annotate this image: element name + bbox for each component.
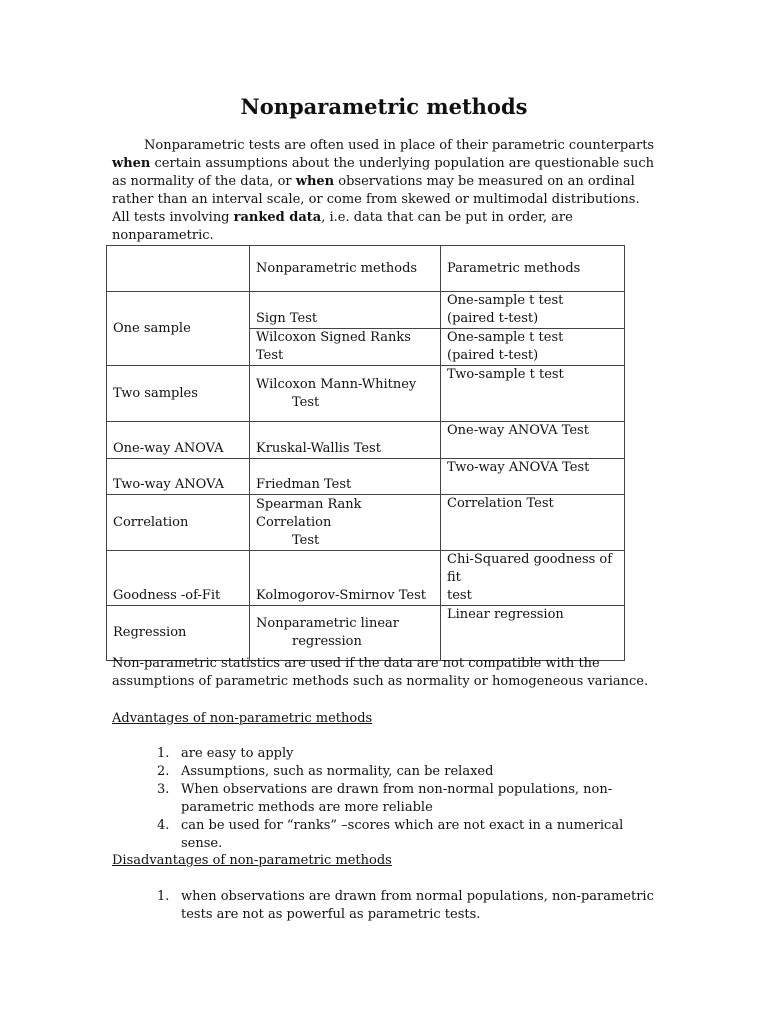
- row-label-correlation: Correlation: [107, 495, 250, 551]
- cell-friedman: Friedman Test: [250, 459, 441, 495]
- table-header-row: [107, 246, 625, 292]
- list-item: [157, 817, 657, 853]
- intro-bold-when-2: when: [295, 174, 335, 189]
- list-number: 3.: [157, 782, 170, 797]
- header-cell-nonparametric: Nonparametric methods: [250, 246, 441, 292]
- after-table-paragraph: Non-parametric statistics are used if the data are not compatible with the assumptions of parametric methods such as normality or homogeneous variance.: [112, 656, 649, 689]
- disadvantages-heading: Disadvantages of non-parametric methods: [112, 853, 392, 868]
- disadvantages-list: [157, 888, 657, 924]
- methods-table: [106, 245, 625, 661]
- list-item: [157, 781, 657, 817]
- list-text: can be used for “ranks” –scores which are not exact in a numerical sense.: [181, 818, 624, 851]
- intro-text-1: Nonparametric tests are often used in place of their parametric counterparts: [144, 138, 655, 153]
- cell-line: test: [447, 588, 472, 603]
- cell-nonparametric-regression: [250, 606, 441, 661]
- cell-line: One-sample t test: [447, 293, 564, 308]
- header-cell-empty: [107, 246, 250, 292]
- row-label-two-way-anova: Two-way ANOVA: [107, 459, 250, 495]
- intro-bold-ranked-data: ranked data: [233, 210, 322, 225]
- cell-spearman: [250, 495, 441, 551]
- table-row-two-samples: [107, 366, 625, 422]
- cell-kolmogorov-smirnov: Kolmogorov-Smirnov Test: [250, 551, 441, 606]
- cell-kruskal-wallis: Kruskal-Wallis Test: [250, 422, 441, 459]
- table-row-two-way-anova: [107, 459, 625, 495]
- intro-text-2: certain assumptions about the underlying population are questionable such as normality of the data, or: [112, 156, 654, 189]
- cell-line: (paired t-test): [447, 311, 539, 326]
- list-number: 1.: [157, 889, 170, 904]
- intro-bold-when-1: when: [112, 156, 151, 171]
- cell-line: Spearman Rank Correlation: [256, 496, 362, 530]
- intro-text-3: observations may be measured on an ordinal rather than an interval scale, or come from skewed or multimodal distributions. All tests involving: [112, 174, 640, 225]
- page-title: Nonparametric methods: [240, 94, 528, 119]
- list-item: [157, 745, 657, 763]
- cell-line: Test: [292, 394, 320, 410]
- table-row-regression: [107, 606, 625, 661]
- cell-linear-regression: Linear regression: [441, 606, 625, 661]
- list-number: 1.: [157, 746, 170, 761]
- intro-paragraph: [112, 137, 660, 245]
- list-text: When observations are drawn from non-normal populations, non-parametric methods are more reliable: [181, 782, 613, 815]
- table-row-one-sample-sign: [107, 292, 625, 329]
- cell-line: (paired t-test): [447, 348, 539, 363]
- cell-chi-squared: [441, 551, 625, 606]
- cell-line: Nonparametric linear: [256, 616, 399, 631]
- cell-wilcoxon-signed-ranks: Wilcoxon Signed Ranks Test: [250, 329, 441, 366]
- row-label-one-sample: One sample: [107, 292, 250, 366]
- table-row-goodness-of-fit: [107, 551, 625, 606]
- advantages-list: [157, 745, 657, 853]
- cell-one-sample-t: [441, 292, 625, 329]
- list-text: Assumptions, such as normality, can be relaxed: [181, 764, 494, 779]
- cell-mann-whitney: [250, 366, 441, 422]
- list-item: [157, 888, 657, 924]
- cell-one-sample-t-2: [441, 329, 625, 366]
- row-label-two-samples: Two samples: [107, 366, 250, 422]
- cell-line: Test: [292, 532, 320, 548]
- header-cell-parametric: Parametric methods: [441, 246, 625, 292]
- list-number: 4.: [157, 818, 170, 833]
- row-label-one-way-anova: One-way ANOVA: [107, 422, 250, 459]
- intro-text-4: , i.e. data that can be put in order, are nonparametric.: [112, 210, 573, 243]
- table-row-one-way-anova: [107, 422, 625, 459]
- cell-line: Chi-Squared goodness of fit: [447, 552, 613, 585]
- list-text: are easy to apply: [181, 746, 294, 761]
- cell-two-way-anova-test: Two-way ANOVA Test: [441, 459, 625, 495]
- list-text: when observations are drawn from normal populations, non-parametric tests are not as powerful as parametric tests.: [181, 889, 654, 922]
- cell-line: One-sample t test: [447, 330, 564, 345]
- cell-correlation-test: Correlation Test: [441, 495, 625, 551]
- list-item: [157, 763, 657, 781]
- table-row-correlation: [107, 495, 625, 551]
- row-label-goodness-of-fit: Goodness -of-Fit: [107, 551, 250, 606]
- cell-one-way-anova-test: One-way ANOVA Test: [441, 422, 625, 459]
- row-label-regression: Regression: [107, 606, 250, 661]
- list-number: 2.: [157, 764, 170, 779]
- cell-line: Wilcoxon Mann-Whitney: [256, 376, 417, 392]
- cell-sign-test: Sign Test: [250, 292, 441, 329]
- cell-line: regression: [292, 634, 362, 649]
- cell-two-sample-t: Two-sample t test: [441, 366, 625, 422]
- advantages-heading: Advantages of non-parametric methods: [112, 711, 373, 726]
